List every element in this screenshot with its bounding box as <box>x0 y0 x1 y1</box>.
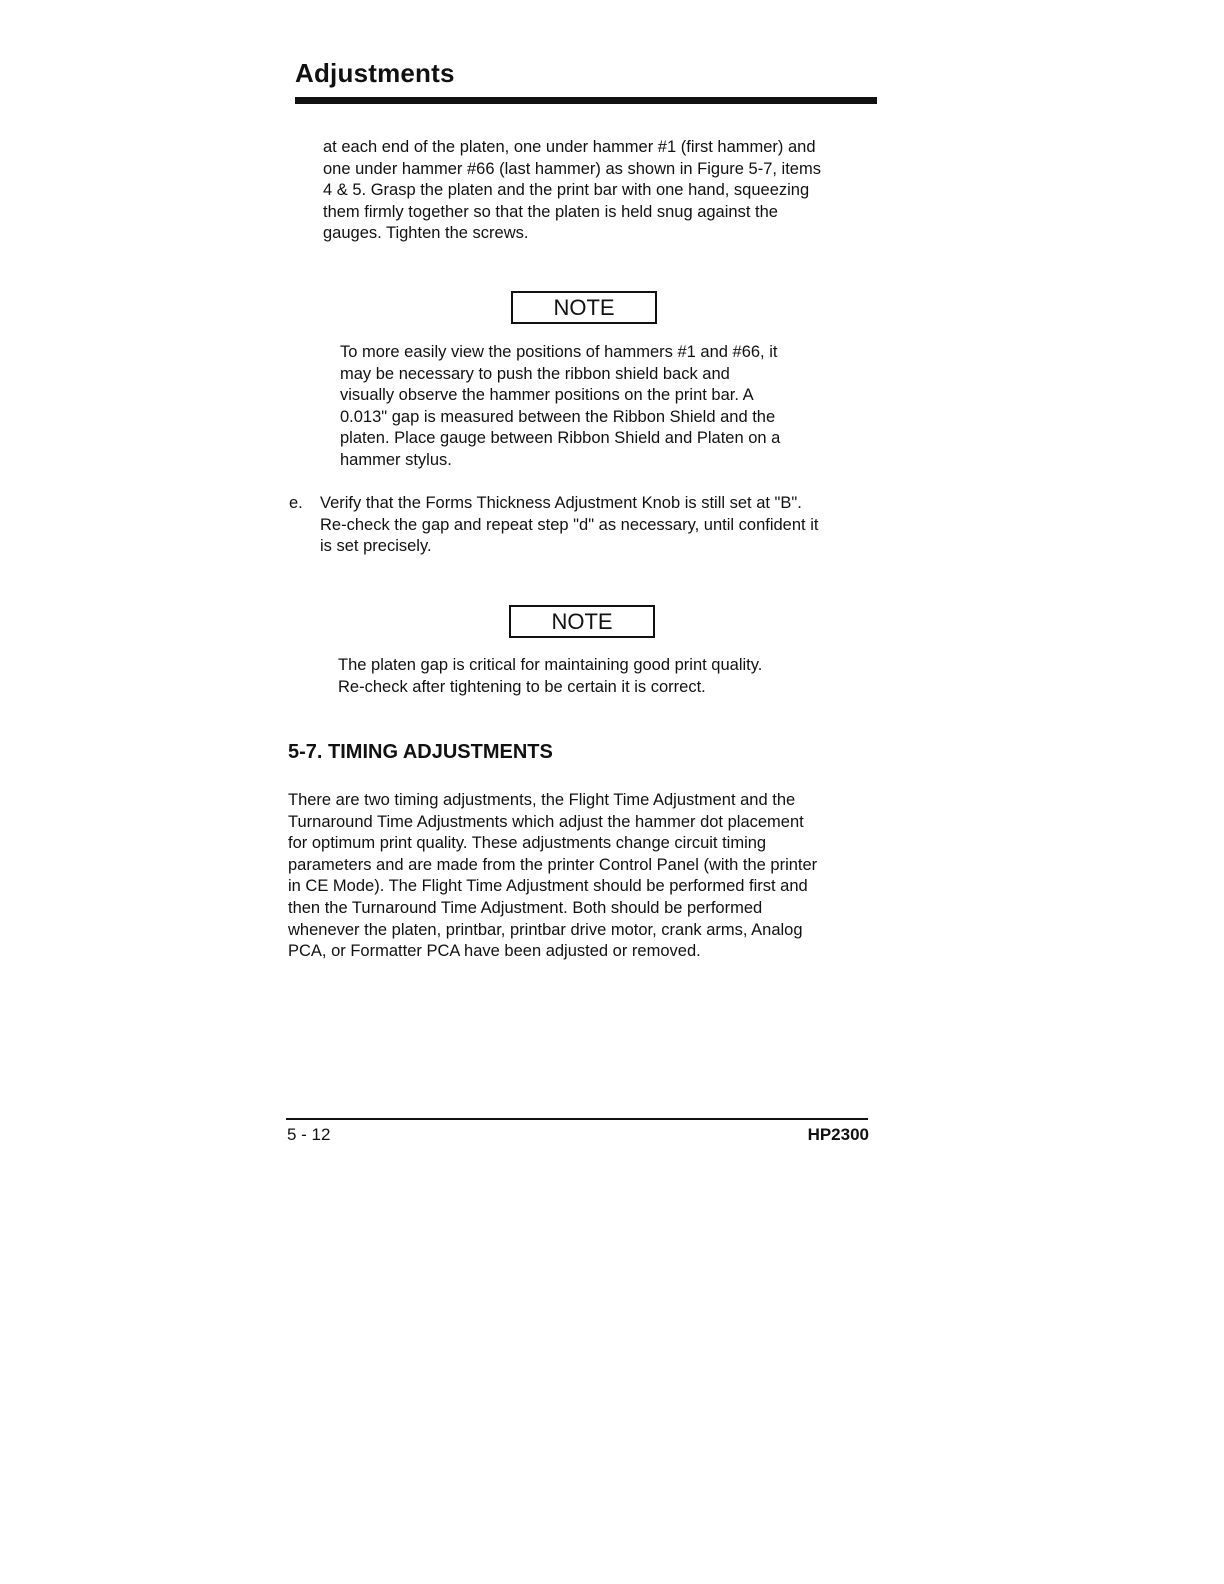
section-paragraph <box>288 790 817 963</box>
paragraph-line: them firmly together so that the platen is held snug against the <box>323 202 778 221</box>
model-name: HP2300 <box>807 1125 869 1144</box>
section-line: PCA, or Formatter PCA have been adjusted or removed. <box>288 942 701 961</box>
paragraph-line: 4 & 5. Grasp the platen and the print bar with one hand, squeezing <box>323 181 810 200</box>
note-line: platen. Place gauge between Ribbon Shield and Platen on a <box>340 429 781 448</box>
step-e-text <box>320 493 818 558</box>
paragraph-line: one under hammer #66 (last hammer) as shown in Figure 5-7, items <box>323 159 821 178</box>
note-line: Re-check after tightening to be certain it is correct. <box>338 677 706 696</box>
paragraph-line: at each end of the platen, one under hammer #1 (first hammer) and <box>323 138 816 156</box>
step-line: Verify that the Forms Thickness Adjustment Knob is still set at "B". <box>320 494 802 512</box>
section-line: There are two timing adjustments, the Flight Time Adjustment and the <box>288 791 796 809</box>
continued-paragraph <box>323 137 821 245</box>
header-rule <box>295 97 877 104</box>
step-line: is set precisely. <box>320 537 432 556</box>
section-line: parameters and are made from the printer Control Panel (with the printer <box>288 855 818 874</box>
note-line: To more easily view the positions of hammers #1 and #66, it <box>340 343 778 361</box>
page-number: 5 - 12 <box>287 1125 331 1144</box>
section-heading: 5-7. TIMING ADJUSTMENTS <box>288 741 553 763</box>
note-label-1: NOTE <box>511 291 657 324</box>
section-line: for optimum print quality. These adjustments change circuit timing <box>288 834 767 853</box>
note-line: visually observe the hammer positions on the print bar. A <box>340 386 754 405</box>
section-line: Turnaround Time Adjustments which adjust the hammer dot placement <box>288 812 804 831</box>
note-1-text <box>340 342 780 472</box>
section-line: whenever the platen, printbar, printbar drive motor, crank arms, Analog <box>288 920 803 939</box>
section-line: then the Turnaround Time Adjustment. Both should be performed <box>288 898 763 917</box>
note-line: may be necessary to push the ribbon shield back and <box>340 364 730 383</box>
note-line: The platen gap is critical for maintaining good print quality. <box>338 656 763 674</box>
footer-rule <box>286 1118 868 1120</box>
step-line: Re-check the gap and repeat step "d" as necessary, until confident it <box>320 515 819 534</box>
page-title: Adjustments <box>295 58 455 88</box>
section-line: in CE Mode). The Flight Time Adjustment should be performed first and <box>288 877 808 896</box>
note-line: 0.013" gap is measured between the Ribbon Shield and the <box>340 407 776 426</box>
note-line: hammer stylus. <box>340 450 452 469</box>
step-marker: e. <box>289 494 303 512</box>
note-label-2: NOTE <box>509 605 655 638</box>
paragraph-line: gauges. Tighten the screws. <box>323 224 529 243</box>
note-2-text <box>338 655 762 698</box>
